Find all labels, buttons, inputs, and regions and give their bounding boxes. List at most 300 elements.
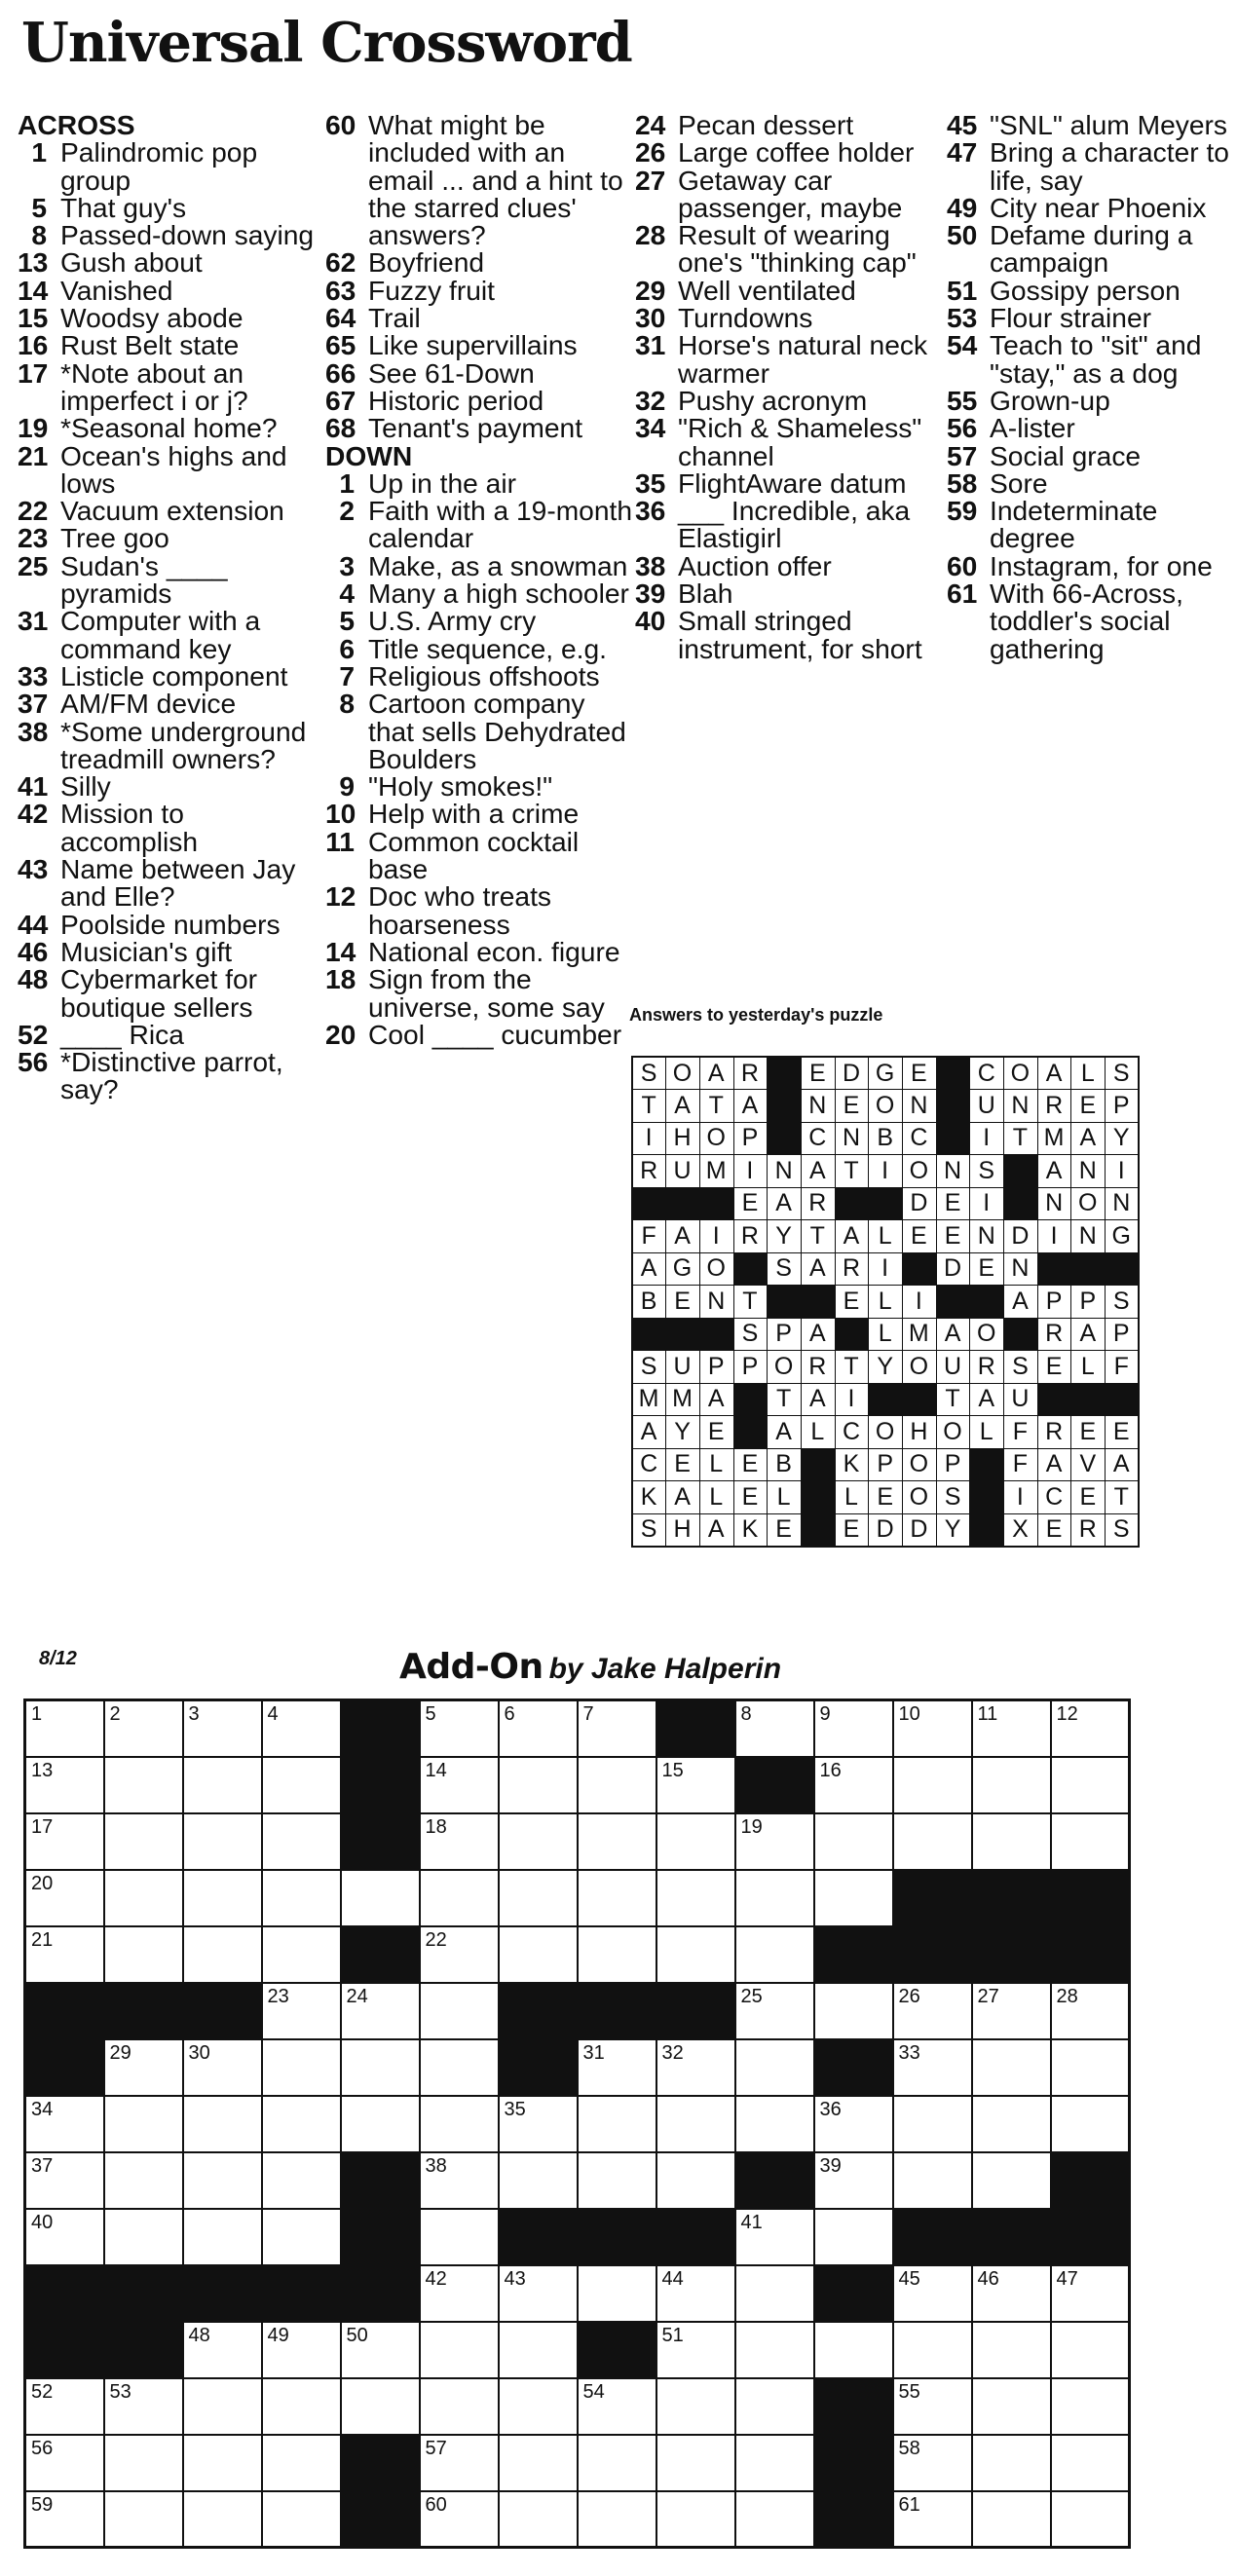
grid-cell[interactable] [499,1926,578,1983]
grid-cell[interactable] [972,1700,1051,1757]
grid-cell[interactable] [262,1757,341,1813]
clue-text: Well ventilated [678,274,856,306]
answer-row [632,1090,1139,1123]
grid-cell[interactable] [735,1870,814,1926]
clue-text: Flour strainer [990,302,1152,334]
answer-cell: K [835,1448,869,1481]
grid-cell[interactable] [578,2096,656,2152]
cell-number: 11 [977,1703,998,1725]
grid-row [25,2491,1130,2548]
answer-cell: V [1071,1448,1106,1481]
grid-cell[interactable] [25,2435,104,2491]
grid-cell[interactable] [656,2152,735,2209]
clue-number: 42 [18,798,49,830]
answer-cell: T [801,1220,835,1253]
clue-text: Horse's natural neck warmer [678,329,928,389]
grid-cell[interactable] [735,2435,814,2491]
grid-cell[interactable] [104,2209,183,2265]
grid-cell[interactable] [1051,1757,1130,1813]
black-square [1051,1926,1130,1983]
grid-cell[interactable] [499,2322,578,2378]
answer-cell: S [970,1155,1004,1188]
grid-cell[interactable] [814,2322,893,2378]
grid-cell[interactable] [735,1813,814,1870]
grid-cell[interactable] [104,2378,183,2435]
grid-cell[interactable] [262,2096,341,2152]
grid-cell[interactable] [735,1983,814,2039]
grid-cell[interactable] [1051,2096,1130,2152]
clue-item [325,274,635,306]
grid-cell[interactable] [262,2322,341,2378]
grid-cell[interactable] [104,2435,183,2491]
grid-cell[interactable] [735,2265,814,2322]
clue-number: 41 [18,770,49,803]
clue-item [18,715,319,774]
grid-cell[interactable] [499,1757,578,1813]
answer-row [632,1155,1139,1188]
grid-cell[interactable] [420,2491,499,2548]
grid-cell[interactable] [1051,2491,1130,2548]
clue-text: Large coffee holder [678,136,915,168]
grid-cell[interactable] [972,1983,1051,2039]
grid-cell[interactable] [735,2039,814,2096]
grid-cell[interactable] [972,2378,1051,2435]
grid-cell[interactable] [499,2265,578,2322]
grid-cell[interactable] [25,2209,104,2265]
black-square [903,1252,937,1286]
clue-text: Fuzzy fruit [368,274,495,306]
clue-number: 43 [18,853,49,885]
answer-cell: I [970,1122,1004,1155]
grid-cell[interactable] [183,2096,262,2152]
grid-cell[interactable] [499,1813,578,1870]
answer-cell: T [699,1090,733,1123]
answer-row [632,1220,1139,1253]
grid-row [25,2265,1130,2322]
black-square [699,1187,733,1220]
clue-number: 39 [635,578,666,610]
grid-cell[interactable] [893,2378,972,2435]
grid-cell[interactable] [578,1926,656,1983]
grid-cell[interactable] [893,2039,972,2096]
clue-item [18,246,319,279]
grid-cell[interactable] [893,1700,972,1757]
cell-number: 7 [582,1703,594,1725]
grid-cell[interactable] [735,1926,814,1983]
answer-row [632,1416,1139,1449]
cell-number: 55 [898,2380,920,2403]
black-square [768,1057,802,1090]
black-square [25,2039,104,2096]
yesterday-caption: Answers to yesterday's puzzle [629,1005,883,1025]
clue-item [635,221,947,277]
grid-cell[interactable] [341,2378,420,2435]
answer-cell: E [1071,1416,1106,1449]
grid-cell[interactable] [104,1757,183,1813]
black-square [893,1870,972,1926]
clue-number: 27 [635,164,666,196]
black-square [104,2265,183,2322]
grid-cell[interactable] [341,2039,420,2096]
black-square [1004,1155,1038,1188]
answer-cell: T [835,1351,869,1384]
grid-cell[interactable] [735,2491,814,2548]
clue-item [18,191,319,223]
grid-cell[interactable] [1051,2378,1130,2435]
grid-cell[interactable] [1051,2265,1130,2322]
grid-cell[interactable] [499,2491,578,2548]
clue-text: U.S. Army cry [368,605,537,637]
grid-cell[interactable] [656,2096,735,2152]
grid-cell[interactable] [420,1757,499,1813]
answer-cell: U [666,1155,700,1188]
grid-cell[interactable] [499,2378,578,2435]
cell-number: 25 [740,1985,763,2007]
grid-cell[interactable] [735,2322,814,2378]
clue-text: City near Phoenix [990,191,1207,223]
grid-cell[interactable] [814,2152,893,2209]
grid-cell[interactable] [814,2096,893,2152]
grid-cell[interactable] [1051,2039,1130,2096]
grid-cell[interactable] [25,2378,104,2435]
black-square [499,1983,578,2039]
grid-cell[interactable] [341,2322,420,2378]
grid-row [25,2322,1130,2378]
clue-number: 63 [325,274,356,306]
cell-number: 29 [109,2041,131,2064]
grid-cell[interactable] [814,1700,893,1757]
grid-cell[interactable] [578,2039,656,2096]
clue-item [18,659,319,691]
puzzle-byline: by Jake Halperin [548,1653,782,1685]
grid-cell[interactable] [341,2096,420,2152]
grid-cell[interactable] [656,2322,735,2378]
grid-cell[interactable] [183,1757,262,1813]
clue-text: Cartoon company that sells Dehydrated Boulders [368,688,626,774]
grid-cell[interactable] [893,2152,972,2209]
clue-number: 62 [325,246,356,279]
grid-cell[interactable] [262,2039,341,2096]
grid-cell[interactable] [420,2209,499,2265]
grid-cell[interactable] [183,1813,262,1870]
answer-row [632,1383,1139,1416]
grid-cell[interactable] [972,2322,1051,2378]
grid-cell[interactable] [104,2152,183,2209]
grid-cell[interactable] [972,2096,1051,2152]
grid-cell[interactable] [420,1870,499,1926]
clue-number: 14 [325,935,356,967]
answer-row [632,1318,1139,1351]
grid-cell[interactable] [735,2209,814,2265]
answer-cell: K [632,1481,666,1514]
grid-cell[interactable] [420,2378,499,2435]
clue-item [325,356,635,389]
grid-cell[interactable] [183,2378,262,2435]
grid-cell[interactable] [893,1983,972,2039]
answer-cell: R [970,1351,1004,1384]
grid-cell[interactable] [183,2209,262,2265]
black-square [768,1286,802,1319]
black-square [1106,1383,1140,1416]
cell-number: 15 [661,1759,684,1781]
grid-cell[interactable] [341,1983,420,2039]
answer-cell: F [1004,1448,1038,1481]
answer-cell: P [733,1351,768,1384]
grid-cell[interactable] [420,1813,499,1870]
grid-cell[interactable] [183,1700,262,1757]
answer-cell: O [869,1090,903,1123]
grid-cell[interactable] [262,1870,341,1926]
clue-item [635,414,947,469]
grid-cell[interactable] [578,1813,656,1870]
grid-cell[interactable] [656,1926,735,1983]
grid-cell[interactable] [1051,2435,1130,2491]
clue-column-1 [18,111,319,1103]
clue-item [18,274,319,306]
grid-cell[interactable] [578,2435,656,2491]
grid-cell[interactable] [893,2491,972,2548]
clue-number: 38 [635,549,666,581]
answer-cell: E [1106,1416,1140,1449]
grid-cell[interactable] [420,2039,499,2096]
black-square [970,1286,1004,1319]
answer-cell: M [903,1318,937,1351]
answer-cell: O [699,1122,733,1155]
answer-cell: L [699,1448,733,1481]
clue-item [18,935,319,967]
clue-text: Bring a character to life, say [990,136,1229,196]
grid-cell[interactable] [578,1700,656,1757]
grid-cell[interactable] [814,1870,893,1926]
grid-cell[interactable] [183,2152,262,2209]
clue-text: Defame during a campaign [990,219,1193,279]
grid-cell[interactable] [262,2435,341,2491]
answer-cell: E [699,1416,733,1449]
grid-cell[interactable] [183,2435,262,2491]
clue-number: 7 [339,659,355,691]
grid-cell[interactable] [183,2491,262,2548]
grid-cell[interactable] [183,2039,262,2096]
grid-cell[interactable] [499,2435,578,2491]
grid-cell[interactable] [893,2322,972,2378]
answer-cell: Y [869,1351,903,1384]
grid-cell[interactable] [1051,2322,1130,2378]
grid-cell[interactable] [656,2265,735,2322]
clue-number: 36 [635,495,666,527]
black-square [499,2039,578,2096]
clue-item [635,302,947,334]
answer-cell: N [1071,1155,1106,1188]
grid-cell[interactable] [420,2152,499,2209]
answer-cell: S [632,1351,666,1384]
grid-cell[interactable] [183,2322,262,2378]
grid-cell[interactable] [262,1983,341,2039]
cell-number: 51 [661,2324,684,2346]
grid-cell[interactable] [972,2039,1051,2096]
clue-item [18,412,319,444]
answer-cell: O [768,1351,802,1384]
grid-cell[interactable] [972,1757,1051,1813]
clue-item [635,497,947,552]
cell-number: 24 [346,1985,368,2007]
grid-cell[interactable] [25,2491,104,2548]
grid-cell[interactable] [656,2491,735,2548]
cell-number: 50 [346,2324,368,2346]
grid-cell[interactable] [104,2096,183,2152]
black-square [578,2322,656,2378]
clue-number: 14 [18,274,49,306]
grid-cell[interactable] [420,2265,499,2322]
grid-cell[interactable] [499,1700,578,1757]
black-square [25,1983,104,2039]
grid-cell[interactable] [341,1870,420,1926]
answer-cell: N [1037,1187,1071,1220]
grid-cell[interactable] [25,1813,104,1870]
grid-cell[interactable] [656,2039,735,2096]
grid-cell[interactable] [972,1813,1051,1870]
grid-cell[interactable] [104,1813,183,1870]
grid-cell[interactable] [104,2039,183,2096]
grid-cell[interactable] [972,2152,1051,2209]
cell-number: 17 [31,1815,54,1838]
answer-cell: Y [666,1416,700,1449]
black-square [936,1057,970,1090]
clue-item [635,331,947,387]
grid-cell[interactable] [104,1926,183,1983]
cell-number: 1 [31,1703,43,1725]
answer-cell: A [768,1416,802,1449]
grid-cell[interactable] [25,1700,104,1757]
grid-cell[interactable] [183,1926,262,1983]
grid-cell[interactable] [420,1700,499,1757]
black-square [801,1481,835,1514]
clue-number: 10 [325,798,356,830]
grid-cell[interactable] [499,1870,578,1926]
grid-cell[interactable] [420,2096,499,2152]
clue-text: Faith with a 19-month calendar [368,495,633,554]
answer-cell: Y [768,1220,802,1253]
grid-cell[interactable] [262,1926,341,1983]
grid-cell[interactable] [893,2096,972,2152]
answer-cell: P [1037,1286,1071,1319]
grid-cell[interactable] [814,1757,893,1813]
grid-cell[interactable] [420,1926,499,1983]
grid-cell[interactable] [972,2435,1051,2491]
grid-cell[interactable] [104,2491,183,2548]
grid-cell[interactable] [499,2096,578,2152]
grid-cell[interactable] [499,2152,578,2209]
grid-cell[interactable] [735,2378,814,2435]
grid-cell[interactable] [893,2435,972,2491]
black-square [835,1318,869,1351]
clue-section-heading: DOWN [325,439,413,471]
grid-cell[interactable] [25,1926,104,1983]
grid-cell[interactable] [578,2152,656,2209]
clue-text: Pushy acronym [678,384,868,416]
answer-cell: T [835,1155,869,1188]
clue-item [947,221,1231,277]
grid-cell[interactable] [262,2152,341,2209]
grid-cell[interactable] [262,2209,341,2265]
grid-cell[interactable] [735,2096,814,2152]
clue-number: 12 [325,880,356,913]
black-square [768,1122,802,1155]
answer-cell: L [768,1481,802,1514]
cell-number: 43 [504,2267,526,2290]
grid-cell[interactable] [25,2096,104,2152]
answer-cell: A [801,1318,835,1351]
grid-cell[interactable] [578,1870,656,1926]
grid-cell[interactable] [104,1700,183,1757]
clue-text: Social grace [990,439,1142,471]
answer-cell: A [1071,1318,1106,1351]
grid-cell[interactable] [25,1870,104,1926]
grid-cell[interactable] [1051,1700,1130,1757]
grid-cell[interactable] [420,1983,499,2039]
grid-cell[interactable] [814,2209,893,2265]
grid-cell[interactable] [893,1757,972,1813]
grid-cell[interactable] [262,1700,341,1757]
grid-cell[interactable] [578,2491,656,2548]
grid-cell[interactable] [1051,1983,1130,2039]
grid-cell[interactable] [1051,1813,1130,1870]
grid-cell[interactable] [262,1813,341,1870]
answer-cell: U [936,1351,970,1384]
grid-cell[interactable] [420,2435,499,2491]
answer-cell: I [869,1155,903,1188]
cell-number: 23 [267,1985,289,2007]
grid-cell[interactable] [656,2378,735,2435]
clue-text: Teach to "sit" and "stay," as a dog [990,329,1202,389]
grid-cell[interactable] [104,1870,183,1926]
clue-text: Cybermarket for boutique sellers [60,963,258,1023]
answer-cell: N [835,1122,869,1155]
grid-cell[interactable] [183,1870,262,1926]
grid-cell[interactable] [25,1757,104,1813]
grid-cell[interactable] [25,2152,104,2209]
clue-text: Mission to accomplish [60,798,198,857]
grid-cell[interactable] [972,2491,1051,2548]
clue-text: Result of wearing one's "thinking cap" [678,219,917,279]
answer-cell: A [1106,1448,1140,1481]
grid-cell[interactable] [814,1813,893,1870]
grid-cell[interactable] [262,2491,341,2548]
grid-cell[interactable] [656,2435,735,2491]
grid-cell[interactable] [656,1757,735,1813]
grid-cell[interactable] [893,1813,972,1870]
grid-cell[interactable] [656,1870,735,1926]
clue-number: 60 [947,549,978,581]
clue-number: 33 [18,659,49,691]
grid-cell[interactable] [972,2265,1051,2322]
grid-cell[interactable] [420,2322,499,2378]
grid-cell[interactable] [893,2265,972,2322]
black-square [1051,2209,1130,2265]
clue-number: 8 [31,219,47,251]
grid-cell[interactable] [578,2265,656,2322]
grid-cell[interactable] [735,1700,814,1757]
grid-cell[interactable] [578,1757,656,1813]
grid-cell[interactable] [262,2378,341,2435]
clue-number: 61 [947,578,978,610]
clue-text: "Holy smokes!" [368,770,553,803]
grid-cell[interactable] [814,1983,893,2039]
cell-number: 61 [898,2493,920,2516]
grid-cell[interactable] [656,1813,735,1870]
clue-item [635,578,947,610]
answer-cell: I [632,1122,666,1155]
grid-cell[interactable] [578,2378,656,2435]
